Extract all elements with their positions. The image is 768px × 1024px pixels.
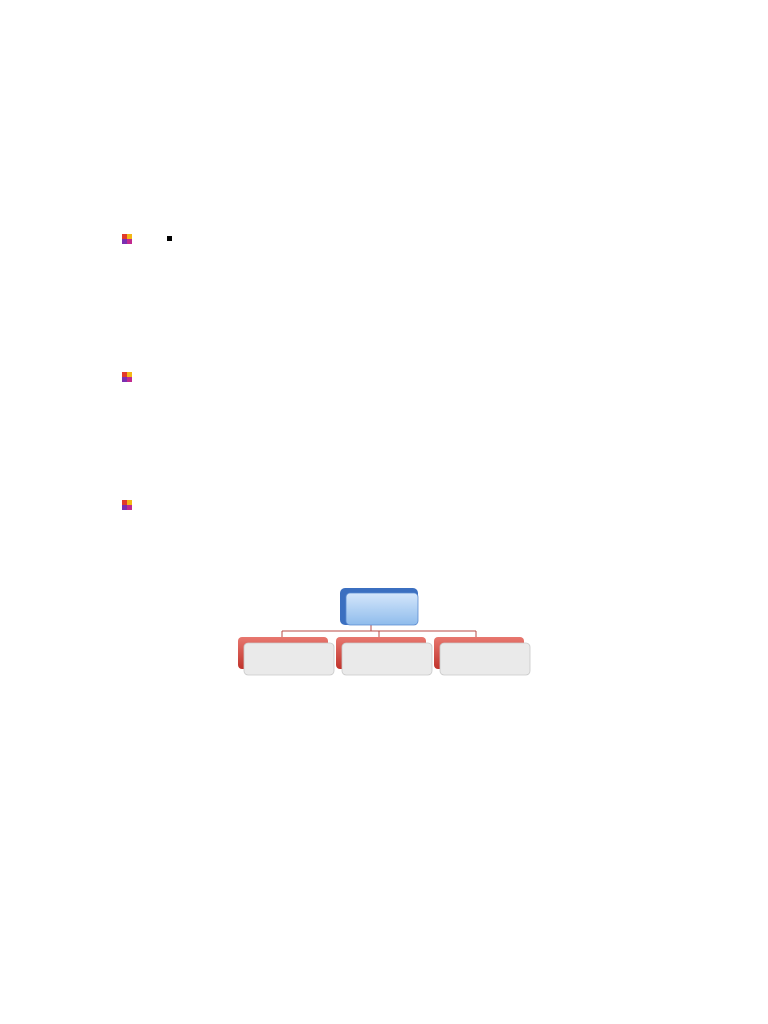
square-bullet-icon xyxy=(167,236,172,241)
nomogram-diagram xyxy=(236,585,536,680)
diagram-child-box-3 xyxy=(434,637,530,675)
bullet-icon xyxy=(121,233,133,245)
bullet-icon xyxy=(121,499,133,511)
diagram-top-box xyxy=(340,588,418,625)
diagram-child-box-2 xyxy=(336,637,432,675)
connector-lines xyxy=(282,625,476,637)
diagram-child-box-1 xyxy=(238,637,334,675)
bullet-icon xyxy=(121,371,133,383)
